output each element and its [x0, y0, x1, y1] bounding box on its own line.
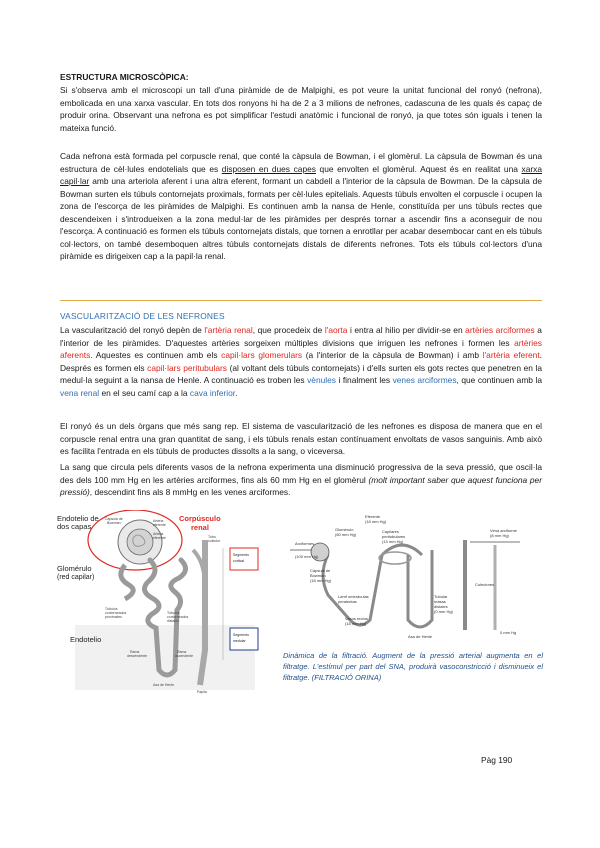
svg-text:Vena arciforme: Vena arciforme	[490, 528, 517, 533]
svg-text:Bowman: Bowman	[107, 521, 121, 525]
svg-text:Eferente: Eferente	[365, 514, 381, 519]
svg-text:Arciformes: Arciformes	[295, 541, 315, 546]
svg-text:(18 mm Hg): (18 mm Hg)	[345, 621, 367, 626]
underlined-capillary-network: xarxa capil·lar	[60, 163, 542, 186]
svg-text:Tubular: Tubular	[434, 594, 448, 599]
paragraph-pressure: La sang que circula pels diferents vasos de la nefrona experimenta una disminució progressiva de la seva pressió, que oscil·la des dels 100 mm Hg en les artèries arciformes, fins als 60 mm Hg en el glomèrul (molt important saber que aquest funciona per pressió), descendint fins als 8 mmHg en les venes arciformes.	[60, 462, 542, 497]
svg-text:másas: másas	[434, 599, 446, 604]
text-segment: (al voltant dels túbuls contornejats) i d'ells surten els gots rectes que penetren en la medul·la seguint a la nansa de Henle. A continuació es troben les	[60, 362, 542, 385]
term-blue: vena renal	[60, 387, 100, 398]
text-segment: a l'interior de les piràmides. D'aquestes artèries sorgeixen múltiples divisions que irriguen les nefrones i formen les	[60, 325, 542, 348]
svg-text:Túbulos: Túbulos	[167, 611, 180, 615]
svg-text:(red capilar): (red capilar)	[57, 574, 95, 581]
term-red: capil·lars peritubulars	[147, 362, 227, 373]
svg-text:Cápsula de: Cápsula de	[310, 568, 331, 573]
term-red: l'artèria eferent	[482, 350, 540, 360]
text-segment: , que continuen amb la	[456, 375, 542, 385]
paragraph-vascularization	[60, 324, 542, 399]
svg-text:Rama: Rama	[177, 650, 187, 654]
svg-text:Asa de Henle: Asa de Henle	[408, 634, 433, 639]
svg-text:(18 mm Hg): (18 mm Hg)	[310, 578, 332, 583]
svg-text:Arteria: Arteria	[153, 532, 164, 536]
svg-text:Segmento: Segmento	[233, 553, 249, 557]
svg-text:0 mm Hg: 0 mm Hg	[500, 630, 517, 635]
underlined-two-layers: disposen en dues capes	[221, 163, 316, 174]
svg-text:Corpúsculo: Corpúsculo	[179, 514, 221, 523]
text-segment: .	[235, 387, 238, 398]
text-segment: i finalment les	[335, 375, 393, 385]
svg-text:Glomérulo: Glomérulo	[335, 527, 354, 532]
term-red: l'aorta	[324, 325, 348, 335]
text-segment: (a l'interior de la càpsula de Bowman) i amb	[302, 350, 483, 360]
svg-text:Cápsula de: Cápsula de	[105, 517, 123, 521]
svg-text:Glomérulo: Glomérulo	[57, 564, 92, 573]
svg-text:Vasos rectos: Vasos rectos	[345, 616, 368, 621]
svg-text:(8 mm Hg): (8 mm Hg)	[490, 533, 509, 538]
svg-text:Tubo: Tubo	[208, 535, 216, 539]
svg-text:Arteria: Arteria	[153, 519, 164, 523]
svg-text:Capilares: Capilares	[382, 529, 399, 534]
text-segment: en el seu camí cap a la	[99, 387, 190, 398]
term-red: capil·lars glomerulars	[221, 350, 303, 360]
svg-text:distales: distales	[434, 604, 448, 609]
section-title-vascularization: VASCULARITZACIÓ DE LES NEFRONES	[60, 311, 225, 321]
svg-text:(60 mm Hg): (60 mm Hg)	[335, 532, 357, 537]
svg-text:Rama: Rama	[130, 650, 140, 654]
svg-text:Lamf omeráculas: Lamf omeráculas	[338, 594, 369, 599]
text-segment: i entra al hilio per dividir-se en	[347, 325, 466, 335]
svg-text:aferente: aferente	[153, 523, 166, 527]
svg-text:Bowman: Bowman	[310, 573, 326, 578]
svg-text:Endotelio: Endotelio	[70, 635, 102, 644]
nephron-diagram	[55, 510, 275, 695]
svg-text:peritubulares: peritubulares	[382, 534, 406, 539]
svg-text:eferente: eferente	[153, 536, 166, 540]
text-segment: La vascularització del ronyó depèn de	[60, 325, 205, 335]
section-divider	[60, 300, 542, 301]
svg-text:proximales: proximales	[105, 615, 122, 619]
paragraph-nephron-structure: Cada nefrona està formada pel corpuscle renal, que conté la càpsula de Bowman, i el glomèrul. La càpsula de Bowman és una estructura de cèl·lules endotelials que es disposen en dues capes que envolten el glomèrul. Aquest és en realitat una xarxa capil·lar amb una arteriola aferent i una altra eferent, formant un cabdell a l'interior de la càpsula de Bowman. De la càpsula de Bowman surten els túbuls contornejats proximals, formats per cèl·lules epitelials. Aquests túbuls envolten el corpuscle i ocupen la zona de l'escorça de les piràmides de Malpighi. Es continuen amb la nansa de Henle, constituïda per uns túbuls rectes que descendeixen i s'introdueixen a la zona medul·lar de les piràmides per després tornar a ascendir fins a aconseguir de nou l'escorça. A continuació es formen els túbuls contornejats distals, que tornen a enrotllar per acabar desembocar cant en els túbuls col·lectors, on també desemboquen altres túbuls contornejats distals de diferents nefrones. Tots els túbuls col·lectors d'una piràmide es dirigeixen cap a la papil·la renal.	[60, 151, 542, 261]
text-segment: . Aquestes es continuen amb els	[90, 350, 222, 360]
svg-text:contorneados: contorneados	[167, 615, 189, 619]
filtration-pressure-diagram	[290, 510, 545, 640]
svg-text:distales: distales	[167, 619, 179, 623]
term-blue: venes arciformes	[392, 375, 457, 385]
page-number: Pàg 190	[481, 755, 513, 765]
svg-text:(18 mm Hg): (18 mm Hg)	[365, 519, 387, 524]
svg-text:peralentas: peralentas	[338, 599, 357, 604]
svg-text:Endotelio de: Endotelio de	[57, 514, 99, 523]
term-red: l'artèria renal	[204, 325, 253, 335]
text-segment: , que procedeix de	[252, 325, 325, 335]
svg-text:ascendente: ascendente	[175, 654, 194, 658]
term-blue: cava inferior	[189, 387, 236, 398]
svg-text:(100 mm Hg): (100 mm Hg)	[295, 554, 319, 559]
term-blue: vènules	[307, 375, 336, 385]
svg-text:dos capas: dos capas	[57, 522, 92, 531]
text-segment: . Després es formen els	[60, 350, 542, 373]
svg-text:Papila: Papila	[197, 690, 207, 694]
svg-text:Colectores: Colectores	[475, 582, 495, 587]
svg-text:renal: renal	[191, 523, 209, 532]
svg-text:descendente: descendente	[127, 654, 148, 658]
term-red: artèries arciformes	[465, 325, 535, 335]
paragraph-blood-supply: El ronyó és un dels òrgans que més sang rep. El sistema de vascularització de les nefrones es disposa de manera que en el corpuscle renal entra una gran quantitat de sang, i els túbuls renals estan contínuament envoltats de vasos sanguinis. Amb això es facilita l'entrada en els túbuls de productes dissolts a la sang, o viceversa.	[60, 421, 542, 456]
svg-text:Segmento: Segmento	[233, 633, 249, 637]
caption-emphasis: (FILTRACIÓ ORINA)	[311, 672, 382, 682]
svg-text:medular: medular	[233, 639, 246, 643]
paragraph-nephron-intro: Si s'observa amb el microscopi un tall d'una piràmide de de Malpighi, es pot veure la unitat funcional del ronyó (nefrona), embolicada en una xarxa vascular. En tots dos ronyons hi ha de 2 a 3 milions de nefrones, cadascuna de les quals és capaç de produir orina. Observant una nefrona es pot simplificar l'estudi anatòmic i funcional de ronyó, ja que totes són iguals i tenen la mateixa funció.	[60, 85, 542, 133]
italic-note: (molt important saber que aquest funciona per pressió)	[60, 474, 542, 497]
svg-text:Asa de Henle: Asa de Henle	[153, 683, 175, 687]
figure-caption: Dinàmica de la filtració. Augment de la pressió arterial augmenta en el filtratge. L'estímul per part del SNA, produirà vasoconstricció i disminueix el filtratge. (FILTRACIÓ ORINA)	[283, 650, 543, 682]
svg-text:cortical: cortical	[233, 559, 245, 563]
svg-text:(13 mm Hg): (13 mm Hg)	[382, 539, 404, 544]
term-red: artèries aferents	[60, 337, 542, 360]
svg-text:contorneados: contorneados	[105, 611, 127, 615]
svg-text:Túbulos: Túbulos	[105, 607, 118, 611]
svg-text:colector: colector	[208, 539, 221, 543]
svg-text:(0 mm Hg): (0 mm Hg)	[434, 609, 453, 614]
section-title-microscopic: ESTRUCTURA MICROSCÒPICA:	[60, 72, 189, 82]
